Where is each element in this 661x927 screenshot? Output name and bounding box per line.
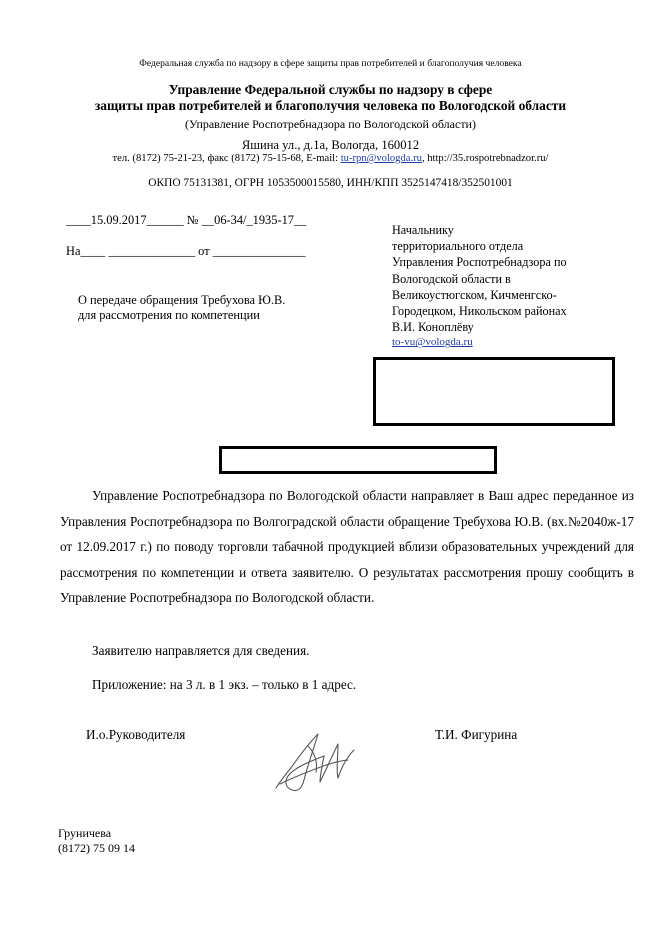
contacts-separator: , xyxy=(421,153,428,164)
org-codes: ОКПО 75131381, ОГРН 1053500015580, ИНН/КПП 3525147418/352501001 xyxy=(148,177,513,189)
org-short-name: (Управление Роспотребнадзора по Вологодской области) xyxy=(185,117,476,131)
subject-line2: для рассмотрения по компетенции xyxy=(78,308,260,322)
body-paragraph-applicant: Заявителю направляется для сведения. xyxy=(92,643,310,658)
signer-name: Т.И. Фигурина xyxy=(435,727,518,742)
document-date-number: ____15.09.2017______ № __06-34/_1935-17__ xyxy=(66,213,307,227)
addressee-line: В.И. Коноплёву xyxy=(392,320,474,335)
org-email-link[interactable]: tu-rpn@vologda.ru xyxy=(340,153,422,164)
addressee-line: Вологодской области в xyxy=(392,271,511,286)
redaction-box xyxy=(373,357,615,426)
addressee-block xyxy=(392,222,567,350)
contacts-phones: тел. (8172) 75-21-23, факс (8172) 75-15-68, E-mail: xyxy=(112,153,341,164)
executor-name: Груничева xyxy=(58,826,112,840)
org-contacts xyxy=(0,153,661,164)
subject-line1: О передаче обращения Требухова Ю.В. xyxy=(78,293,286,307)
addressee-line: Начальнику xyxy=(392,223,454,237)
redaction-box xyxy=(219,446,497,474)
body-paragraph-main: Управление Роспотребнадзора по Вологодской области направляет в Ваш адрес переданное из Управления Роспотребнадзора по Волгоградской области обращение Требухова Ю.В. (вх.№2040ж-17 от 12.09.2017 г.) по поводу торговли табачной продукцией вблизи образовательных учреждений для рассмотрения по компетенции и ответа заявителю. О результатах рассмотрения прошу сообщить в Управление Роспотребнадзора по Вологодской области. xyxy=(60,488,634,606)
signer-position: И.о.Руководителя xyxy=(86,727,186,742)
agency-name: Федеральная служба по надзору в сфере защиты прав потребителей и благополучия человека xyxy=(139,58,522,69)
org-name-line1: Управление Федеральной службы по надзору в сфере xyxy=(168,82,493,97)
body-paragraph-attachment: Приложение: на 3 л. в 1 экз. – только в 1 адрес. xyxy=(92,677,357,692)
org-name-line2: защиты прав потребителей и благополучия человека по Вологодской области xyxy=(94,98,567,113)
addressee-line: Управления Роспотребнадзора по xyxy=(392,255,567,270)
addressee-line: территориального отдела xyxy=(392,239,524,254)
org-website[interactable]: http://35.rospotrebnadzor.ru/ xyxy=(427,153,549,164)
addressee-line: Великоустюгском, Кичменгско- xyxy=(392,287,557,302)
handwritten-signature xyxy=(268,726,366,796)
addressee-email-link[interactable]: to-vu@vologda.ru xyxy=(392,336,473,349)
executor-phone: (8172) 75 09 14 xyxy=(58,841,135,855)
org-address: Яшина ул., д.1а, Вологда, 160012 xyxy=(241,138,420,152)
addressee-line: Городецком, Никольском районах xyxy=(392,304,567,319)
document-reference: На____ ______________ от _______________ xyxy=(66,244,306,258)
